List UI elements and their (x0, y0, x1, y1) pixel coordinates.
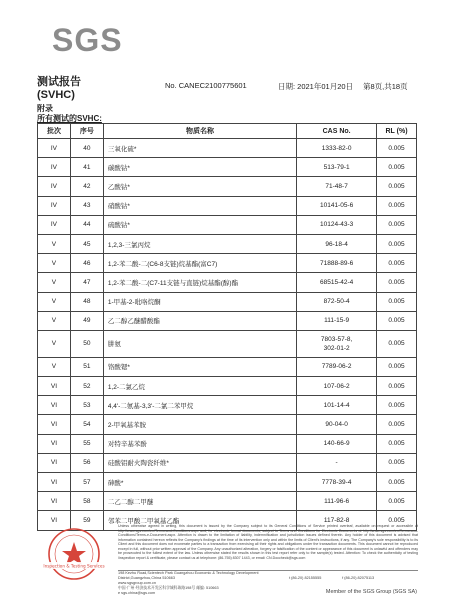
cell-seq: 50 (70, 330, 103, 357)
cell-batch: V (38, 357, 71, 376)
cell-cas: - (297, 453, 377, 472)
header-rl: RL (%) (377, 124, 417, 139)
cell-batch: VI (38, 492, 71, 511)
cell-rl: 0.005 (377, 234, 417, 253)
table-row (38, 453, 417, 472)
footer-disclaimer: Unless otherwise agreed in writing, this document is issued by the Company subject to its General Conditions of Service printed overleaf, available on request or accessible at http://www.sgs.com/en/Terms-and-Conditions.aspx and, for electronic format documents, subject to Terms and Conditions for Electronic Documents at http://www.sgs.com/en/Terms-and-Conditions/Terms-e-Document.aspx. Attention is drawn to the limitation of liability, indemnification and jurisdiction issues defined therein. Any holder of this document is advised that information contained hereon reflects the Company's findings at the time of its intervention only and within the limits of Client's instructions, if any. The Company's sole responsibility is to its Client and this document does not exonerate parties to a transaction from exercising all their rights and obligations under the transaction documents. This document cannot be reproduced except in full, without prior written approval of the Company. Any unauthorized alteration, forgery or falsification of the content or appearance of this document is unlawful and offenders may be prosecuted to the fullest extent of the law. Unless otherwise stated the results shown in this test report refer only to the sample(s) tested. Attention: To check the authenticity of testing /inspection report & certificate, please contact us at telephone: (86-755) 8307 1443, or email: CN.Doccheck@sgs.com (118, 524, 418, 560)
cell-seq: 57 (70, 473, 103, 492)
cell-batch: V (38, 254, 71, 273)
table-row (38, 234, 417, 253)
table-row (38, 215, 417, 234)
cell-batch: V (38, 273, 71, 292)
table-header-row (38, 124, 417, 139)
cell-batch: VI (38, 415, 71, 434)
cell-batch: VI (38, 396, 71, 415)
cell-batch: VI (38, 473, 71, 492)
svhc-list-label: 所有测试的SVHC: (37, 114, 102, 123)
report-title-svhc: (SVHC) (37, 89, 75, 101)
cell-substance-name: 乙二醇乙醚醋酸酯 (103, 311, 296, 330)
cell-rl: 0.005 (377, 139, 417, 158)
cell-cas: 107-06-2 (297, 377, 377, 396)
cell-seq: 51 (70, 357, 103, 376)
website-link[interactable]: www.sgsgroup.com.cn (118, 581, 156, 585)
cell-seq: 58 (70, 492, 103, 511)
cell-rl: 0.005 (377, 177, 417, 196)
table-row (38, 177, 417, 196)
email-link[interactable]: e sgs.china@sgs.com (118, 591, 156, 595)
cell-cas (297, 330, 377, 357)
cell-seq: 59 (70, 511, 103, 530)
cell-rl: 0.005 (377, 377, 417, 396)
member-statement: Member of the SGS Group (SGS SA) (325, 589, 417, 595)
cell-batch: VI (38, 434, 71, 453)
cell-substance-name: 二乙二醇二甲醚 (103, 492, 296, 511)
cell-cas: 1333-82-0 (297, 139, 377, 158)
cell-substance-name: 4,4'-二氨基-3,3'-二氯二苯甲烷 (103, 396, 296, 415)
report-number: No. CANEC2100775601 (165, 81, 247, 90)
cell-cas: 10141-05-6 (297, 196, 377, 215)
address-cn: 中国·广州·经济技术开发区科学城科珠路198号 邮编: 510663 (118, 586, 219, 590)
cell-cas: 7778-39-4 (297, 473, 377, 492)
appendix-label: 附录 (37, 104, 53, 113)
cell-batch: V (38, 292, 71, 311)
cell-substance-name: 三氧化硫* (103, 139, 296, 158)
cell-substance-name: 肼氨 (103, 330, 296, 357)
cell-rl: 0.005 (377, 158, 417, 177)
cell-rl: 0.005 (377, 357, 417, 376)
cell-batch: IV (38, 139, 71, 158)
cell-cas: 71-48-7 (297, 177, 377, 196)
table-row (38, 158, 417, 177)
cell-substance-name: 硅酸铝耐火陶瓷纤维* (103, 453, 296, 472)
cell-cas: 10124-43-3 (297, 215, 377, 234)
cell-batch: V (38, 234, 71, 253)
inspection-seal (32, 522, 116, 582)
table-row (38, 434, 417, 453)
phone: t (86-20) 82155555 (289, 576, 322, 580)
table-row (38, 330, 417, 357)
cell-seq: 43 (70, 196, 103, 215)
cell-seq: 47 (70, 273, 103, 292)
cas-line: 302-01-2 (323, 344, 350, 352)
cell-seq: 40 (70, 139, 103, 158)
report-date: 日期: 2021年01月20日 (278, 82, 354, 91)
cell-seq: 42 (70, 177, 103, 196)
cell-substance-name: 铬酸锶* (103, 357, 296, 376)
page-indicator: 第8页,共18页 (363, 82, 408, 91)
table-row (38, 311, 417, 330)
cell-cas: 96-18-4 (297, 234, 377, 253)
cell-rl: 0.005 (377, 292, 417, 311)
table-row (38, 357, 417, 376)
cell-seq: 52 (70, 377, 103, 396)
cell-cas: 101-14-4 (297, 396, 377, 415)
address-en: 198 Kezhu Road,Scientech Park Guangzhou Economic & Technology Development District,Guangzhou,China 510663 (118, 571, 259, 580)
table-row (38, 415, 417, 434)
cell-batch: VI (38, 453, 71, 472)
cell-rl: 0.005 (377, 434, 417, 453)
cell-seq: 55 (70, 434, 103, 453)
cell-rl: 0.005 (377, 415, 417, 434)
report-title-cn: 测试报告 (37, 76, 81, 88)
cell-rl: 0.005 (377, 511, 417, 530)
cell-batch: IV (38, 196, 71, 215)
cell-cas: 7789-06-2 (297, 357, 377, 376)
cell-batch: IV (38, 177, 71, 196)
cell-cas: 140-66-9 (297, 434, 377, 453)
cell-seq: 53 (70, 396, 103, 415)
cell-substance-name: 1,2-二氯乙烷 (103, 377, 296, 396)
cell-cas: 872-50-4 (297, 292, 377, 311)
header-batch: 批次 (38, 124, 71, 139)
cell-substance-name: 2-甲氧基苯胺 (103, 415, 296, 434)
fax: f (86-20) 82075113 (342, 576, 375, 580)
table-row (38, 396, 417, 415)
cas-line: 7803-57-8, (320, 335, 353, 343)
cell-substance-name: 1,2-苯二酸-二(C6-8支链)烷基酯(富C7) (103, 254, 296, 273)
cell-rl: 0.005 (377, 473, 417, 492)
cell-seq: 54 (70, 415, 103, 434)
cell-batch: VI (38, 377, 71, 396)
cell-rl: 0.005 (377, 492, 417, 511)
cell-rl: 0.005 (377, 273, 417, 292)
cell-cas: 90-04-0 (297, 415, 377, 434)
table-row (38, 139, 417, 158)
cell-batch: VI (38, 511, 71, 530)
cell-rl: 0.005 (377, 196, 417, 215)
table-row (38, 492, 417, 511)
cell-substance-name: 砷酸* (103, 473, 296, 492)
cell-substance-name: 碳酸钴* (103, 158, 296, 177)
cell-substance-name: 1,2-苯二酸-二(C7-11支链与直链)烷基酯(醇)酯 (103, 273, 296, 292)
cell-batch: V (38, 330, 71, 357)
cell-cas: 68515-42-4 (297, 273, 377, 292)
table-row (38, 377, 417, 396)
sgs-logo: SGS (52, 22, 123, 58)
cell-substance-name: 硫酸钴* (103, 215, 296, 234)
cell-substance-name: 1-甲基-2-吡咯烷酮 (103, 292, 296, 311)
cell-rl: 0.005 (377, 330, 417, 357)
cell-cas: 111-96-6 (297, 492, 377, 511)
cell-seq: 41 (70, 158, 103, 177)
cell-cas: 71888-89-6 (297, 254, 377, 273)
cell-cas: 111-15-9 (297, 311, 377, 330)
seal-text: Inspection & Testing Services (43, 563, 105, 569)
cell-substance-name: 1,2,3-三氯丙烷 (103, 234, 296, 253)
cell-seq: 45 (70, 234, 103, 253)
cell-rl: 0.005 (377, 311, 417, 330)
cell-seq: 44 (70, 215, 103, 234)
cell-rl: 0.005 (377, 215, 417, 234)
cell-seq: 46 (70, 254, 103, 273)
cell-seq: 48 (70, 292, 103, 311)
cell-rl: 0.005 (377, 453, 417, 472)
cell-seq: 49 (70, 311, 103, 330)
header-substance: 物质名称 (103, 124, 296, 139)
table-row (38, 254, 417, 273)
table-row (38, 273, 417, 292)
cell-batch: V (38, 311, 71, 330)
cell-substance-name: 硝酸钴* (103, 196, 296, 215)
svhc-table (37, 123, 417, 531)
report-title (37, 76, 81, 102)
cell-cas: 117-82-8 (297, 511, 377, 530)
header-cas: CAS No. (297, 124, 377, 139)
table-row (38, 473, 417, 492)
cell-substance-name: 乙酸钴* (103, 177, 296, 196)
cell-batch: IV (38, 158, 71, 177)
cell-rl: 0.005 (377, 396, 417, 415)
cell-seq: 56 (70, 453, 103, 472)
cell-batch: IV (38, 215, 71, 234)
cell-rl: 0.005 (377, 254, 417, 273)
cell-cas: 513-79-1 (297, 158, 377, 177)
table-row (38, 292, 417, 311)
cell-substance-name: 邻苯二甲酸二甲氧基乙酯 (103, 511, 296, 530)
cell-substance-name: 对特辛基苯酚 (103, 434, 296, 453)
table-row (38, 196, 417, 215)
header-seq: 序号 (70, 124, 103, 139)
